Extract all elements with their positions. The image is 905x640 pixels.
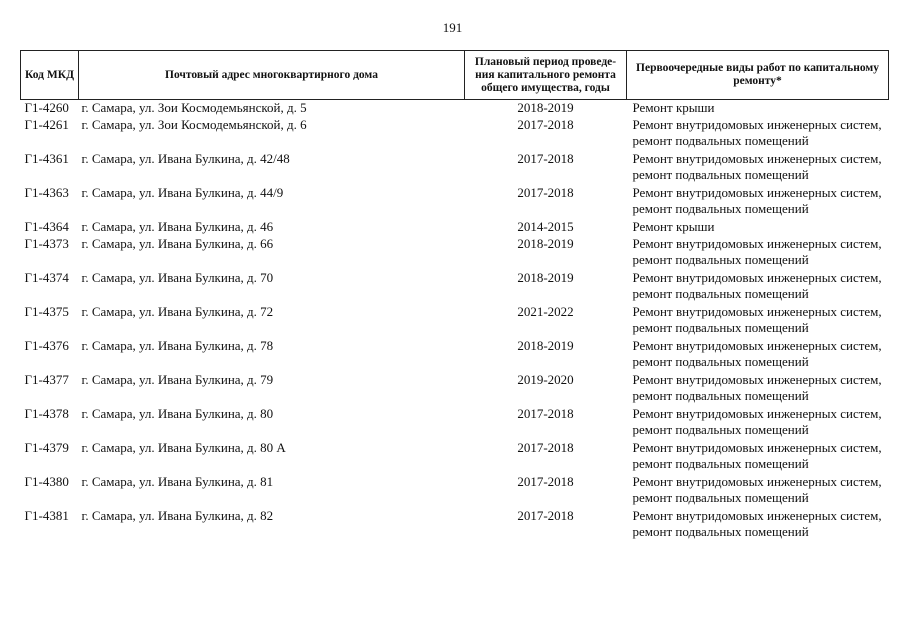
table-row [21,474,889,508]
capital-repair-table [20,50,889,542]
header-address: Почтовый адрес многоквартирного дома [79,51,465,100]
cell-period: 2017-2018 [517,117,574,132]
work-line: Ремонт внутридомовых инженерных систем, [632,270,882,285]
cell-address: г. Самара, ул. Ивана Булкина, д. 82 [81,508,274,523]
work-line: ремонт подвальных помещений [632,286,809,301]
cell-address: г. Самара, ул. Ивана Булкина, д. 80 [81,406,274,421]
cell-works [627,304,889,338]
cell-period: 2017-2018 [517,440,574,455]
cell-period: 2019-2020 [517,372,574,387]
cell-address: г. Самара, ул. Ивана Булкина, д. 78 [81,338,274,353]
work-line: ремонт подвальных помещений [632,201,809,216]
work-line: Ремонт внутридомовых инженерных систем, [632,338,882,353]
work-line: ремонт подвальных помещений [632,354,809,369]
work-line: ремонт подвальных помещений [632,133,809,148]
table-header-row [21,51,889,100]
cell-address: г. Самара, ул. Ивана Булкина, д. 79 [81,372,274,387]
cell-code: Г1-4363 [24,185,69,200]
cell-works [627,508,889,542]
cell-address: г. Самара, ул. Ивана Булкина, д. 66 [81,236,274,251]
cell-code: Г1-4379 [24,440,69,455]
page-number: 191 [442,20,463,35]
table-row [21,185,889,219]
cell-works [627,236,889,270]
cell-period: 2017-2018 [517,406,574,421]
work-line: Ремонт внутридомовых инженерных систем, [632,406,882,421]
work-line: ремонт подвальных помещений [632,490,809,505]
cell-period: 2017-2018 [517,151,574,166]
work-line: Ремонт внутридомовых инженерных систем, [632,151,882,166]
work-line: Ремонт внутридомовых инженерных систем, [632,508,882,523]
cell-works [627,219,889,236]
cell-code: Г1-4378 [24,406,69,421]
cell-period: 2021-2022 [517,304,574,319]
cell-address: г. Самара, ул. Зои Космодемьянской, д. 6 [81,117,307,132]
work-line: ремонт подвальных помещений [632,388,809,403]
header-code: Код МКД [21,51,79,100]
table-row [21,100,889,118]
cell-address: г. Самара, ул. Ивана Булкина, д. 70 [81,270,274,285]
cell-code: Г1-4377 [24,372,69,387]
cell-works [627,185,889,219]
work-line: ремонт подвальных помещений [632,167,809,182]
cell-code: Г1-4374 [24,270,69,285]
cell-works [627,440,889,474]
cell-period: 2018-2019 [517,270,574,285]
cell-address: г. Самара, ул. Ивана Булкина, д. 44/9 [81,185,284,200]
table-row [21,219,889,236]
header-works: Первоочередные виды работ по капитальному ремонту* [627,51,889,100]
cell-address: г. Самара, ул. Ивана Булкина, д. 42/48 [81,151,290,166]
work-line: Ремонт внутридомовых инженерных систем, [632,474,882,489]
cell-address: г. Самара, ул. Зои Космодемьянской, д. 5 [81,100,307,115]
cell-works [627,151,889,185]
cell-address: г. Самара, ул. Ивана Булкина, д. 72 [81,304,274,319]
table-row [21,151,889,185]
cell-works [627,270,889,304]
table-row [21,270,889,304]
table-row [21,304,889,338]
cell-code: Г1-4376 [24,338,69,353]
cell-period: 2018-2019 [517,236,574,251]
cell-code: Г1-4361 [24,151,69,166]
cell-works [627,474,889,508]
cell-period: 2017-2018 [517,508,574,523]
work-line: Ремонт внутридомовых инженерных систем, [632,236,882,251]
cell-code: Г1-4375 [24,304,69,319]
cell-code: Г1-4260 [24,100,69,115]
work-line: Ремонт внутридомовых инженерных систем, [632,117,882,132]
work-line: ремонт подвальных помещений [632,252,809,267]
work-line: ремонт подвальных помещений [632,320,809,335]
cell-works [627,372,889,406]
table-row [21,440,889,474]
work-line: ремонт подвальных помещений [632,422,809,437]
cell-address: г. Самара, ул. Ивана Булкина, д. 80 А [81,440,286,455]
table-row [21,117,889,151]
work-line: Ремонт внутридомовых инженерных систем, [632,304,882,319]
cell-period: 2014-2015 [517,219,574,234]
cell-code: Г1-4373 [24,236,69,251]
cell-works [627,338,889,372]
cell-works [627,406,889,440]
cell-code: Г1-4364 [24,219,69,234]
work-line: Ремонт крыши [632,100,715,115]
work-line: Ремонт крыши [632,219,715,234]
table-row [21,338,889,372]
header-period: Плановый период проведе-ния капитального ремонта общего имущества, годы [465,51,627,100]
cell-works [627,117,889,151]
cell-period: 2018-2019 [517,100,574,115]
cell-code: Г1-4261 [24,117,69,132]
table-row [21,406,889,440]
cell-code: Г1-4381 [24,508,69,523]
work-line: Ремонт внутридомовых инженерных систем, [632,372,882,387]
cell-period: 2018-2019 [517,338,574,353]
cell-address: г. Самара, ул. Ивана Булкина, д. 46 [81,219,274,234]
cell-period: 2017-2018 [517,185,574,200]
table-row [21,508,889,542]
work-line: ремонт подвальных помещений [632,456,809,471]
cell-address: г. Самара, ул. Ивана Булкина, д. 81 [81,474,274,489]
table-body [21,100,889,543]
table-row [21,372,889,406]
cell-works [627,100,889,118]
table-row [21,236,889,270]
work-line: ремонт подвальных помещений [632,524,809,539]
work-line: Ремонт внутридомовых инженерных систем, [632,440,882,455]
work-line: Ремонт внутридомовых инженерных систем, [632,185,882,200]
cell-code: Г1-4380 [24,474,69,489]
cell-period: 2017-2018 [517,474,574,489]
